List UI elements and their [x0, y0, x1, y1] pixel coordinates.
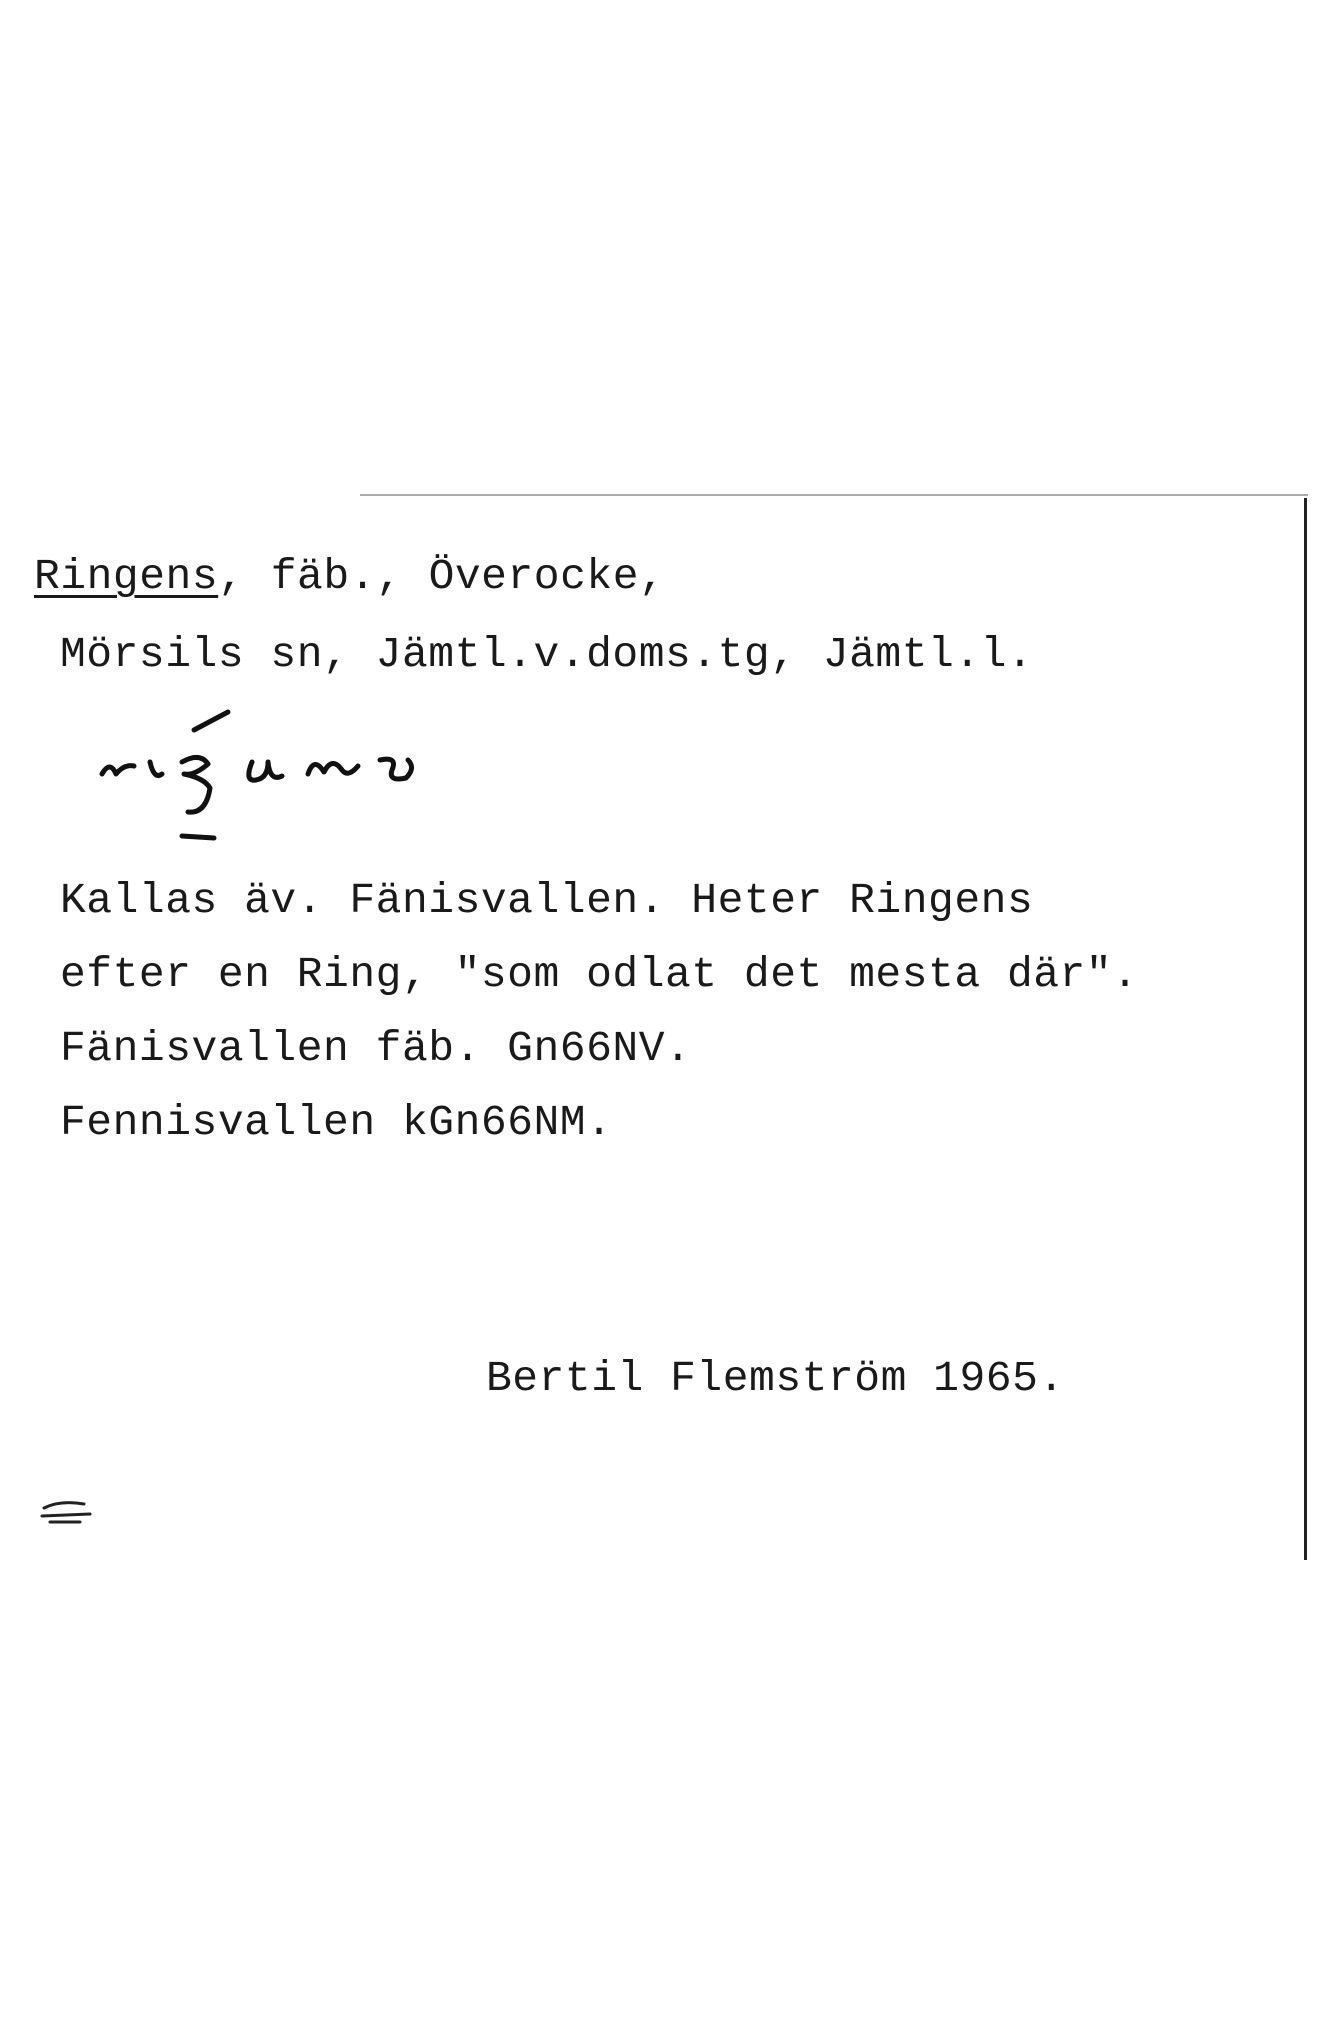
headword-details: , fäb., Överocke, [218, 552, 666, 601]
handwritten-pronunciation [96, 704, 456, 864]
card-top-edge [360, 494, 1308, 496]
card-right-edge [1304, 498, 1307, 1560]
signature: Bertil Flemström 1965. [486, 1354, 1065, 1403]
note-line-4: Fennisvallen kGn66NM. [60, 1098, 613, 1147]
note-line-3: Fänisvallen fäb. Gn66NV. [60, 1024, 692, 1073]
stamp-mark-icon [40, 1498, 100, 1528]
headword: Ringens [34, 552, 219, 601]
note-line-1: Kallas äv. Fänisvallen. Heter Ringens [60, 876, 1034, 925]
location-line: Mörsils sn, Jämtl.v.doms.tg, Jämtl.l. [60, 630, 1034, 679]
note-line-2: efter en Ring, "som odlat det mesta där". [60, 950, 1139, 999]
title-line [34, 552, 665, 602]
